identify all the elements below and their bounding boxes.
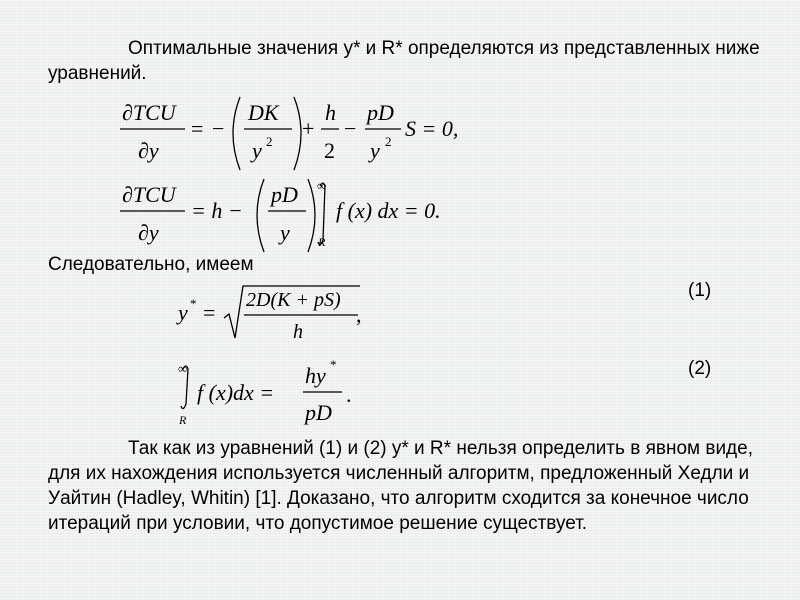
f3-radicand-denominator: h — [293, 321, 303, 343]
f2-integral-lower: R — [318, 235, 326, 249]
intro-paragraph: Оптимальные значения y* и R* определяются из представленных ниже уравнений. — [48, 38, 760, 84]
f1-frac3-numerator: pD — [367, 100, 394, 125]
f2-lhs-numerator: ∂TCU — [122, 182, 176, 207]
f3-lhs-star: * — [190, 296, 197, 311]
f4-rhs-numerator: hy — [305, 363, 326, 388]
f1-equals: = — [191, 116, 204, 141]
f1-lhs-denominator: ∂y — [138, 138, 159, 163]
f2-equals-h-minus: = h − — [191, 198, 243, 223]
f2-left-paren — [257, 179, 264, 252]
f4-rhs-numerator-star: * — [330, 357, 337, 372]
f2-lhs-denominator: ∂y — [138, 220, 159, 245]
f1-minus: − — [212, 116, 225, 141]
f4-integral-upper: ∞ — [178, 361, 188, 376]
formula-2 — [120, 178, 441, 252]
f1-frac2-numerator: h — [325, 100, 336, 125]
f1-frac1-exponent: 2 — [266, 134, 273, 149]
f4-rhs-denominator: pD — [305, 400, 332, 425]
conclusion-paragraph: Так как из уравнений (1) и (2) y* и R* нельзя определить в явном виде, для их нахождения используется численный алгоритм, предложенный Хедли и Уайтин (Hadley, Whitin) [1]. Доказано, что алгоритм сходится за конечное число итераций при условии, что допустимое решение существует. — [48, 438, 753, 534]
f4-integral-lower: R — [179, 413, 187, 427]
f2-integral-upper: ∞ — [317, 178, 327, 193]
f2-frac-numerator: pD — [271, 182, 298, 207]
equation-number-1: (1) — [688, 280, 712, 301]
formula-4 — [178, 357, 352, 427]
f1-frac3-denominator: y — [370, 138, 380, 163]
f1-frac1-numerator: DK — [248, 100, 279, 125]
f4-tail: . — [346, 382, 352, 407]
f2-right-paren — [308, 179, 315, 252]
f1-left-paren — [233, 97, 240, 170]
f1-lhs-numerator: ∂TCU — [122, 100, 176, 125]
f1-frac3-exponent: 2 — [385, 134, 392, 149]
f3-lhs: y — [178, 300, 188, 325]
f1-frac1-denominator: y — [252, 138, 262, 163]
f1-plus: + — [302, 116, 315, 141]
f4-integrand: f (x)dx = — [197, 380, 275, 405]
formula-1 — [120, 97, 458, 170]
f2-frac-denominator: y — [280, 220, 290, 245]
f3-equals: = — [203, 300, 216, 325]
f1-right-paren — [294, 97, 301, 170]
consequently-text: Следовательно, имеем — [48, 254, 254, 275]
equation-number-2: (2) — [688, 358, 712, 379]
f3-tail: , — [356, 302, 362, 327]
f2-tail: f (x) dx = 0. — [336, 198, 441, 223]
formula-3 — [176, 286, 362, 343]
f3-radicand-numerator: 2D(K + pS) — [246, 289, 341, 311]
f1-frac2-denominator: 2 — [324, 138, 335, 163]
f1-minus2: − — [344, 116, 357, 141]
f1-tail: S = 0, — [405, 116, 459, 141]
